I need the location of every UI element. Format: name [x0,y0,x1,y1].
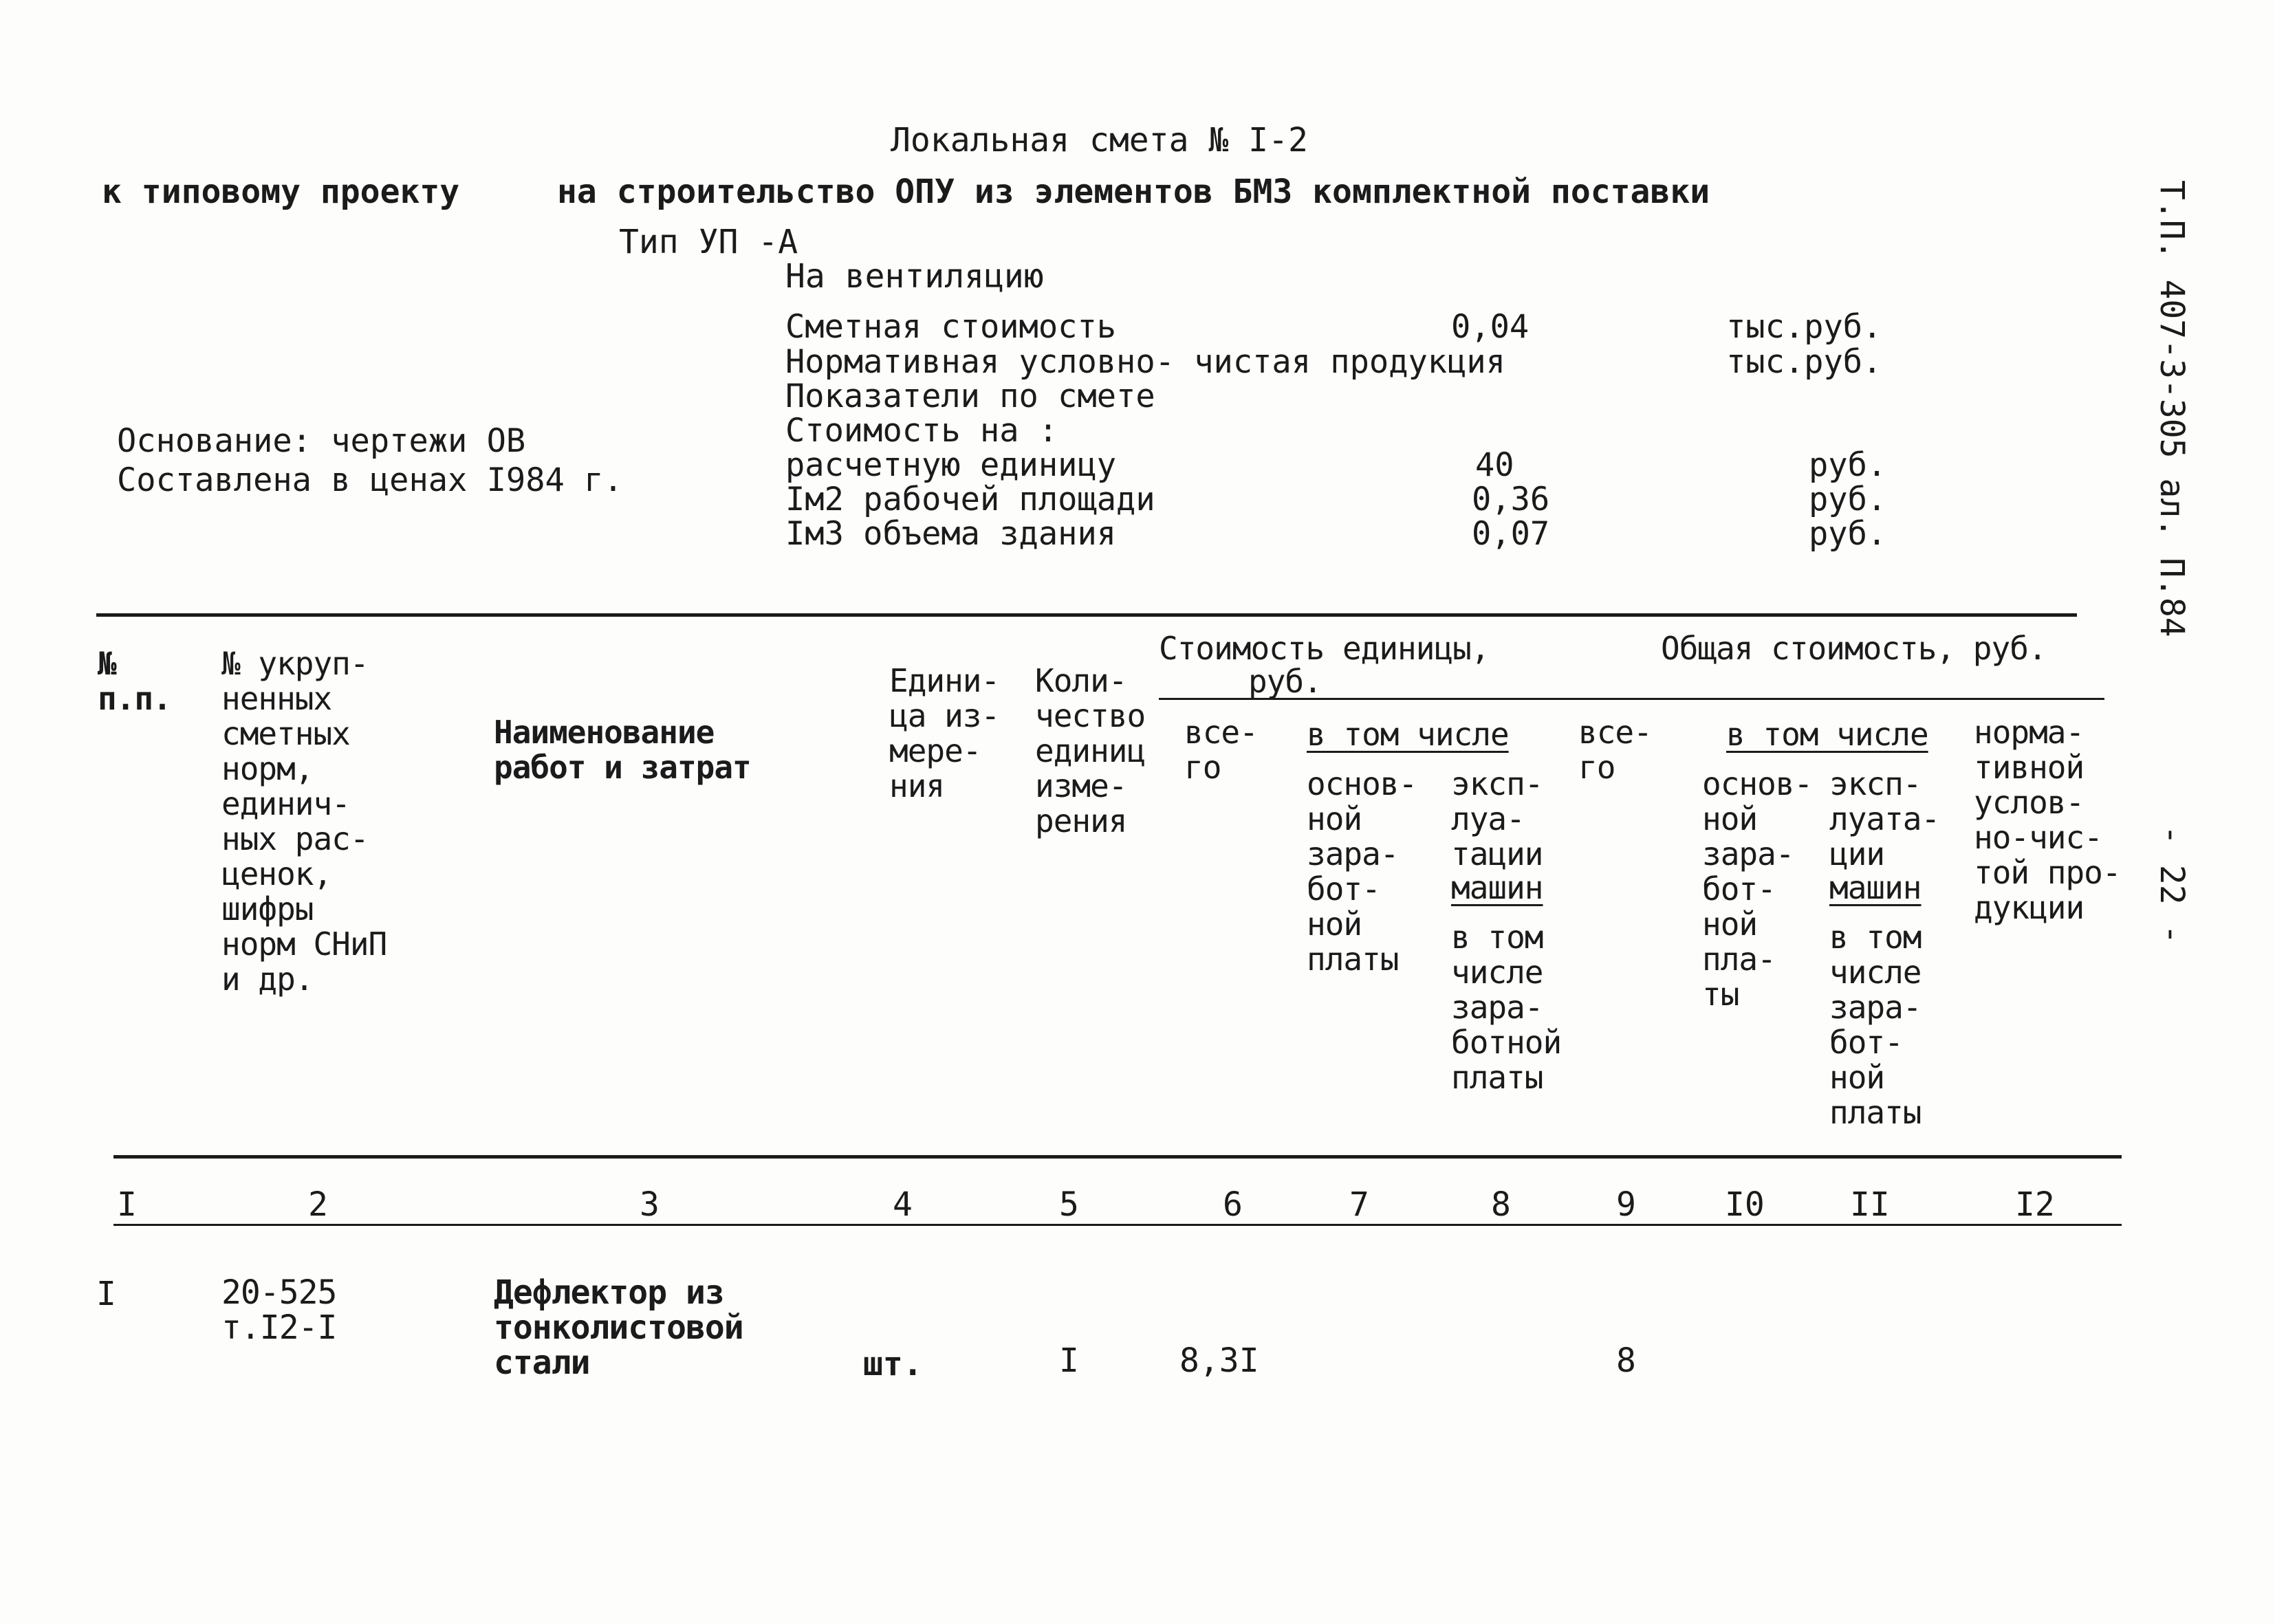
summary-value: 40 [1475,446,1514,484]
col-header-total-machines-label: машин [1829,869,1922,906]
summary-value: 0,04 [1451,308,1530,346]
table-top-rule [96,613,2077,617]
summary-unit: тыс.руб. [1726,308,1882,346]
column-number: 4 [893,1185,913,1224]
col-header-unit-wages: основ- ной зара- бот- ной платы [1307,765,1417,978]
summary-label: Iм2 рабочей площади [785,481,1155,518]
summary-unit: руб. [1809,446,1887,484]
summary-unit: руб. [1809,481,1887,518]
row-total: 8 [1616,1341,1636,1380]
summary-label: Iм3 объема здания [785,515,1117,553]
row-qty: I [1059,1341,1079,1380]
header-bottom-rule [113,1155,2122,1159]
column-number: 9 [1616,1185,1636,1224]
summary-label: Сметная стоимость [785,308,1117,346]
col-header-total-machines-wages: в том числе зара- бот- ной платы [1829,919,1922,1131]
project-label: к типовому проекту [102,173,460,211]
col-header-unit: Едини- ца из- мере- ния [889,662,1000,804]
column-number: I2 [2015,1185,2055,1224]
summary-label: Показатели по смете [785,377,1155,415]
summary-unit: руб. [1809,515,1887,553]
basis-line: Основание: чертежи ОВ [117,422,526,460]
col-header-total-wages: основ- ной зара- бот- ной пла- ты [1702,765,1813,1013]
group-header-unit-cost: Стоимость единицы, [1159,630,1490,667]
summary-label: Нормативная условно- чистая продукция [785,343,1505,381]
summary-unit: тыс.руб. [1726,343,1882,381]
row-code: 20-525 т.I2-I [221,1273,337,1347]
group-header-total-cost: Общая стоимость, руб. [1661,630,2047,667]
page-number: - 22 - [2153,825,2191,945]
col-header-code: № укруп- ненных сметных норм, единич- ных рас- ценок, шифры норм СНиП и др. [221,645,387,998]
estimate-title: Локальная смета № I-2 [891,121,1308,160]
row-name: Дефлектор из тонколистовой стали [494,1273,743,1382]
subgroup-header-including: в том числе [1726,716,1928,753]
row-num: I [96,1275,116,1313]
row-unit: шт. [863,1345,923,1383]
col-header-unit-total: все- го [1184,714,1258,786]
col-header-unit-machines: эксп- луа- тации [1451,765,1543,873]
col-header-total: все- го [1578,714,1652,786]
column-numbers-rule [113,1224,2122,1226]
summary-label: расчетную единицу [785,446,1117,484]
summary-value: 0,36 [1472,481,1550,518]
col-header-net-product: норма- тивной услов- но-чис- той про- дукции [1974,714,2121,926]
col-header-unit-machines-wages: в том числе зара- ботной платы [1451,919,1562,1096]
row-unit-total: 8,3I [1179,1341,1259,1380]
col-header-num: № п.п. [98,645,171,717]
column-number: II [1850,1185,1890,1224]
subgroup-header-including: в том числе [1307,716,1509,753]
col-header-unit-machines-label: машин [1451,869,1543,906]
col-header-total-machines: эксп- луата- ции [1829,765,1940,873]
summary-label: Стоимость на : [785,412,1058,450]
column-number: 8 [1491,1185,1511,1224]
column-number: 7 [1349,1185,1369,1224]
column-number: 6 [1223,1185,1243,1224]
col-header-name: Наименование работ и затрат [494,714,751,786]
group-header-unit-cost-currency: руб. [1248,663,1322,700]
column-number: 2 [308,1185,328,1224]
document-code: Т.П. 407-3-305 ал. П.84 [2153,180,2191,637]
column-number: 3 [640,1185,660,1224]
column-number: 5 [1059,1185,1079,1224]
col-header-qty: Коли- чество единиц изме- рения [1035,662,1146,840]
section-label: На вентиляцию [785,257,1044,296]
column-number: I0 [1725,1185,1765,1224]
type-label: Тип УП -А [619,223,798,261]
basis-line: Составлена в ценах I984 г. [117,461,623,499]
summary-value: 0,07 [1472,515,1550,553]
column-number: I [117,1185,137,1224]
project-description: на строительство ОПУ из элементов БМЗ комплектной поставки [557,173,1710,211]
